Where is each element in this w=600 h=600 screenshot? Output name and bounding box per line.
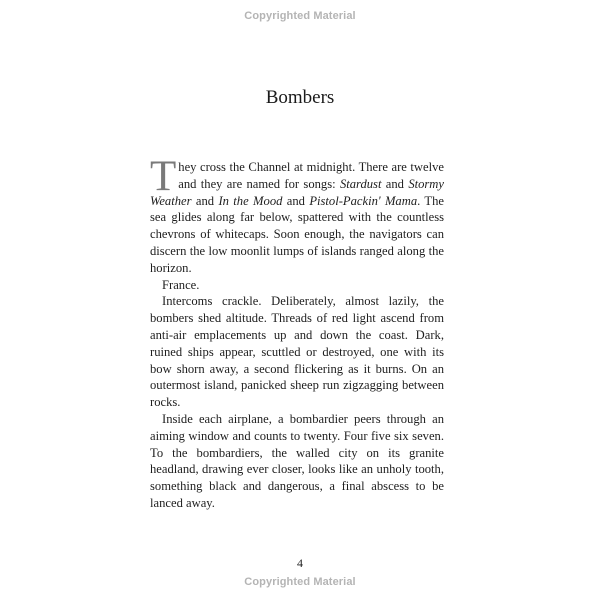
watermark-bottom: Copyrighted Material [244, 576, 356, 588]
body-text [150, 153, 445, 512]
drop-cap: T [150, 153, 177, 200]
paragraph-3: Intercoms crackle. Deliberately, almost lazily, the bombers shed altitude. Threads of red light ascend from anti-air emplacements up and down the coast. Dark, ruined ships appear, scuttled or destroyed, one with its bow shorn away, a second flickering as it burns. On an outermost island, panicked sheep run zigzagging between rocks. [150, 294, 444, 410]
text-run: . The sea glides along far below, spattered with the countless chevrons of whitecaps. Soon enough, the navigators can discern the low moonlit lumps of islands ranged along the horizon. [150, 193, 445, 275]
page-number: 4 [297, 556, 303, 570]
song-title: Stardust [339, 176, 382, 191]
text-run: hey cross the Channel at midnight. There are twelve and they are named for songs: [178, 160, 444, 191]
paragraph-2: France. [162, 277, 200, 292]
song-title: Stormy Weather [150, 176, 444, 208]
text-run: and [282, 193, 310, 208]
paragraph-1 [150, 153, 445, 277]
text-run: and [191, 193, 219, 208]
chapter-title: Bombers [265, 87, 335, 108]
paragraph-4: Inside each airplane, a bombardier peers through an aiming window and counts to twenty. Four five six seven. To the bombardiers, the walled city on its granite headland, drawing ever closer, looks like an unholy tooth, something black and dangerous, a final abscess to be lanced away. [150, 411, 444, 510]
watermark-top: Copyrighted Material [244, 10, 356, 22]
song-title: In the Mood [218, 193, 283, 208]
text-run: and [381, 176, 409, 191]
song-title: Pistol-Packin' Mama [309, 193, 418, 208]
